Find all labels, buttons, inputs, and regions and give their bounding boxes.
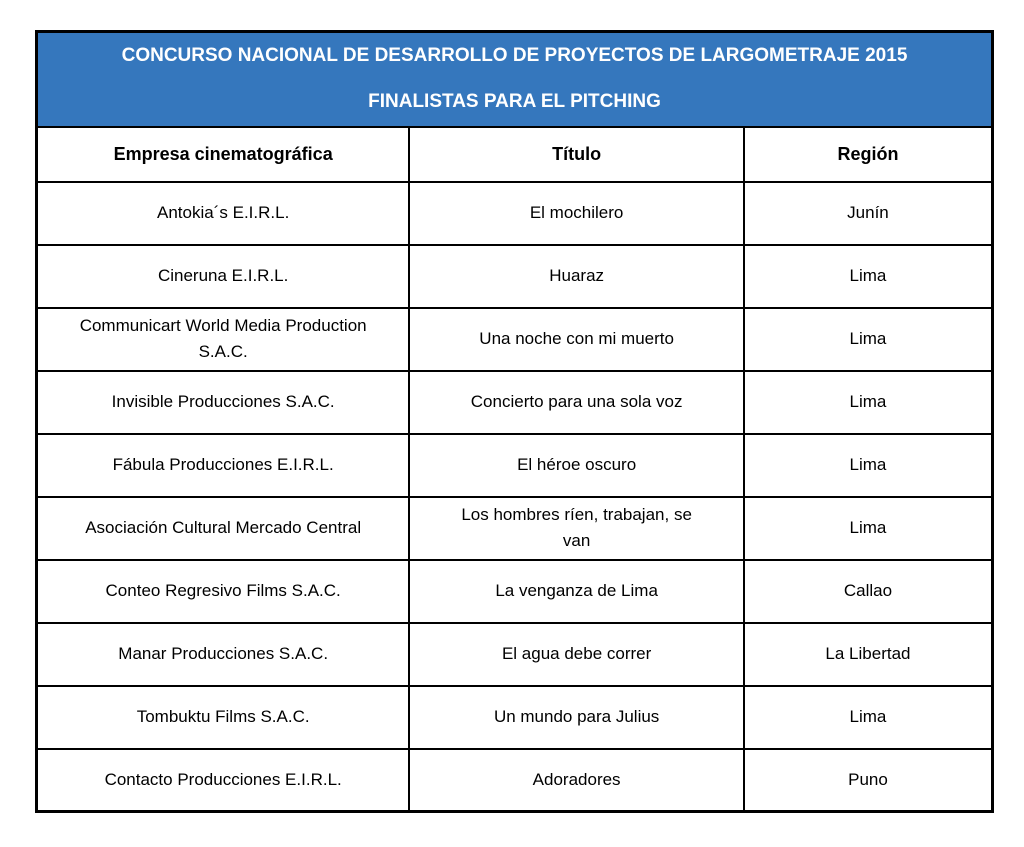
table-row <box>37 182 993 245</box>
cell-region: Junín <box>744 182 993 245</box>
cell-empresa: Antokia´s E.I.R.L. <box>37 182 410 245</box>
column-header-row <box>37 127 993 182</box>
cell-region: Lima <box>744 497 993 560</box>
cell-empresa: Manar Producciones S.A.C. <box>37 623 410 686</box>
cell-empresa: Communicart World Media Production S.A.C. <box>37 308 410 371</box>
table-row <box>37 497 993 560</box>
contest-subtitle: FINALISTAS PARA EL PITCHING <box>368 90 661 112</box>
table-row <box>37 686 993 749</box>
cell-empresa: Invisible Producciones S.A.C. <box>37 371 410 434</box>
cell-titulo: El mochilero <box>409 182 744 245</box>
cell-region: Lima <box>744 245 993 308</box>
column-header-region: Región <box>744 127 993 182</box>
cell-region: Lima <box>744 686 993 749</box>
cell-titulo: Huaraz <box>409 245 744 308</box>
table-row <box>37 749 993 812</box>
cell-titulo: Un mundo para Julius <box>409 686 744 749</box>
table-row <box>37 308 993 371</box>
cell-titulo: El agua debe correr <box>409 623 744 686</box>
cell-titulo: La venganza de Lima <box>409 560 744 623</box>
table-row <box>37 245 993 308</box>
cell-titulo: Adoradores <box>409 749 744 812</box>
cell-empresa: Asociación Cultural Mercado Central <box>37 497 410 560</box>
cell-empresa: Cineruna E.I.R.L. <box>37 245 410 308</box>
banner-row <box>37 32 993 127</box>
table-row <box>37 434 993 497</box>
cell-titulo: Una noche con mi muerto <box>409 308 744 371</box>
banner-content <box>38 33 991 126</box>
table-row <box>37 560 993 623</box>
cell-titulo: Los hombres ríen, trabajan, se van <box>409 497 744 560</box>
cell-region: Lima <box>744 308 993 371</box>
finalists-table <box>35 30 994 813</box>
cell-empresa: Contacto Producciones E.I.R.L. <box>37 749 410 812</box>
table-row <box>37 371 993 434</box>
column-header-empresa: Empresa cinematográfica <box>37 127 410 182</box>
cell-region: La Libertad <box>744 623 993 686</box>
contest-title: CONCURSO NACIONAL DE DESARROLLO DE PROYECTOS DE LARGOMETRAJE 2015 <box>121 44 908 66</box>
cell-region: Callao <box>744 560 993 623</box>
cell-empresa: Conteo Regresivo Films S.A.C. <box>37 560 410 623</box>
cell-titulo: Concierto para una sola voz <box>409 371 744 434</box>
cell-region: Lima <box>744 434 993 497</box>
cell-titulo: El héroe oscuro <box>409 434 744 497</box>
column-header-titulo: Título <box>409 127 744 182</box>
cell-empresa: Tombuktu Films S.A.C. <box>37 686 410 749</box>
table-title-banner <box>37 32 993 127</box>
cell-region: Lima <box>744 371 993 434</box>
cell-empresa: Fábula Producciones E.I.R.L. <box>37 434 410 497</box>
cell-region: Puno <box>744 749 993 812</box>
table-row <box>37 623 993 686</box>
